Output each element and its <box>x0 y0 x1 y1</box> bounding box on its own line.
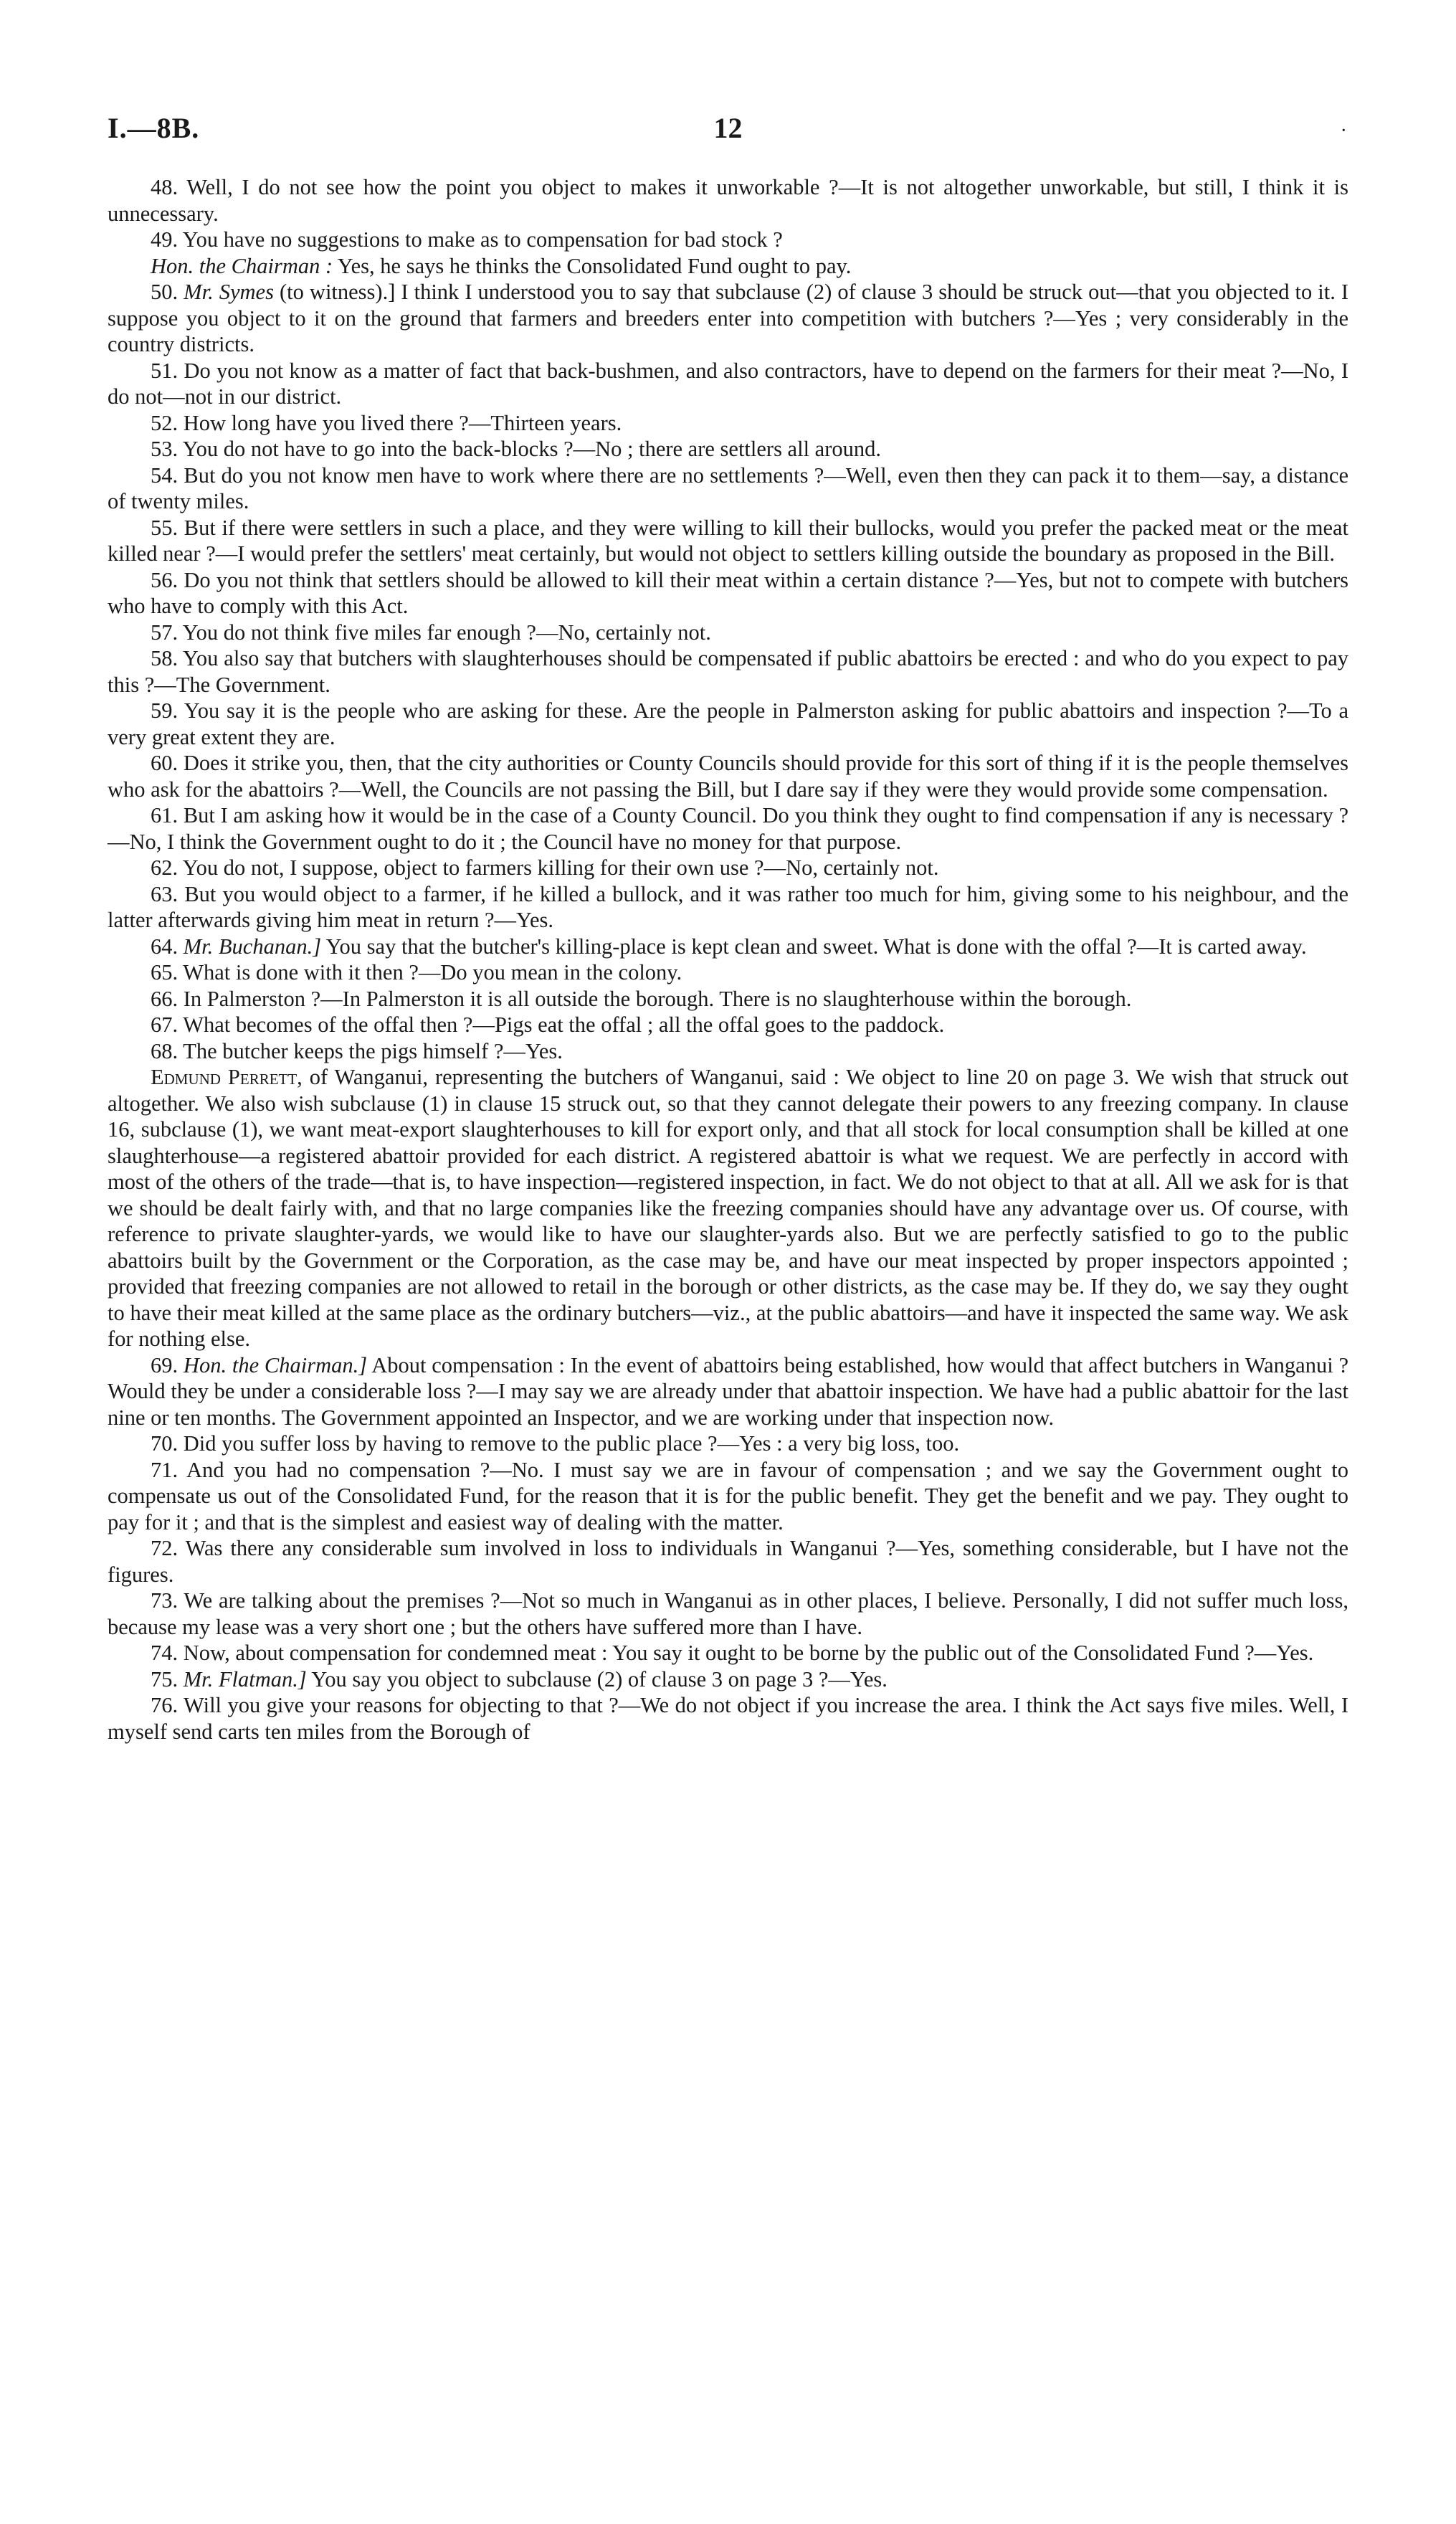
paragraph-text: What becomes of the offal then ?—Pigs eat the offal ; all the offal goes to the paddock. <box>183 1012 945 1037</box>
question-number: 55. <box>151 515 179 540</box>
paragraph <box>108 620 1348 646</box>
paragraph-text: How long have you lived there ?—Thirteen years. <box>183 410 622 435</box>
question-number: 67. <box>151 1012 179 1037</box>
question-number: 60. <box>151 751 179 775</box>
paragraph <box>108 1352 1348 1431</box>
question-number: 52. <box>151 410 179 435</box>
question-number: 76. <box>151 1693 179 1717</box>
question-number: 61. <box>151 803 179 827</box>
paragraph-text: Does it strike you, then, that the city authorities or County Councils should provide for this sort of thing if it is the people themselves who ask for the abattoirs ?—Well, the Councils are not passing the Bill, but I dare say if they were they would provide some compensation. <box>108 751 1348 802</box>
paragraph <box>108 174 1348 227</box>
paragraph-text: Did you suffer loss by having to remove to the public place ?—Yes : a very big loss, too. <box>183 1431 960 1456</box>
paragraph <box>108 1012 1348 1038</box>
question-number: 73. <box>151 1588 179 1613</box>
paragraph <box>108 645 1348 698</box>
document-reference: I.—8B. <box>108 112 200 144</box>
question-number: 53. <box>151 437 179 461</box>
question-number: 56. <box>151 567 179 592</box>
witness-name: Edmund Perrett, <box>151 1065 303 1089</box>
paragraph-text: You also say that butchers with slaughterhouses should be compensated if public abattoirs be erected : and who do you expect to pay this ?—The Government. <box>108 646 1348 697</box>
paragraph <box>108 462 1348 515</box>
question-number: 65. <box>151 960 179 985</box>
question-number: 51. <box>151 358 179 383</box>
paragraph <box>108 410 1348 437</box>
paragraph <box>108 227 1348 253</box>
paragraph <box>108 1064 1348 1352</box>
header-mark: · <box>1340 120 1347 142</box>
paragraph-text: But you would object to a farmer, if he killed a bullock, and it was rather too much for him, giving some to his neighbour, and the latter afterwards giving him meat in return ?—Yes. <box>108 881 1349 932</box>
speaker: Hon. the Chairman : <box>151 253 333 278</box>
paragraph-text: And you had no compensation ?—No. I must say we are in favour of compensation ; and we say the Government ought to compensate us out of the Consolidated Fund, for the reason that it is for the public benefit. They get the benefit and we pay. They ought to pay for it ; and that is the simplest and easiest way of dealing with the matter. <box>108 1457 1348 1534</box>
page-header <box>108 111 1348 161</box>
paragraph-text: You do not think five miles far enough ?—No, certainly not. <box>182 620 711 645</box>
paragraph-text: Was there any considerable sum involved in loss to individuals in Wanganui ?—Yes, something considerable, but I have not the figures. <box>108 1536 1348 1587</box>
paragraph <box>108 881 1348 934</box>
paragraph-text: About compensation : In the event of abattoirs being established, how would that affect butchers in Wanganui ? Would they be under a considerable loss ?—I may say we are already under that abattoir inspection. We have had a public abattoir for the last nine or ten months. The Government appointed an Inspector, and we are working under that inspection now. <box>108 1352 1348 1430</box>
paragraph-text: of Wanganui, representing the butchers of Wanganui, said : We object to line 20 on page 3. We wish that struck out altogether. We also wish subclause (1) in clause 15 struck out, so that they cannot delegate their powers to any freezing company. In clause 16, subclause (1), we want meat-export slaughterhouses to kill for export only, and that all stock for local consumption shall be killed at one slaughterhouse—a registered abattoir provided for each district. A registered abattoir is what we request. We are perfectly in accord with most of the others of the trade—that is, to have inspection—registered inspection, in fact. We do not object to that at all. All we ask for is that we should be dealt fairly with, and that no large companies like the freezing companies should have any advantage over us. Of course, with reference to private slaughter-yards, we would like to have our slaughter-yards also. But we are perfectly satisfied to go to the public abattoirs built by the Government or the Corporation, as the case may be, and have our meat inspected by proper inspectors appointed ; provided that freezing companies are not allowed to retail in the borough or other districts, as the case may be. If they do, we say they ought to have their meat killed at the same place as the ordinary butchers—viz., at the public abattoirs—and have it inspected the same way. We ask for nothing else. <box>108 1065 1348 1351</box>
paragraph <box>108 750 1348 802</box>
paragraph <box>108 253 1348 280</box>
question-number: 71. <box>151 1457 179 1482</box>
question-number: 74. <box>151 1641 179 1665</box>
paragraph-text: You say it is the people who are asking for these. Are the people in Palmerston asking for public abattoirs and inspection ?—To a very great extent they are. <box>108 698 1348 749</box>
question-number: 62. <box>151 855 179 880</box>
question-number: 70. <box>151 1431 179 1456</box>
question-number: 69. <box>151 1352 179 1377</box>
question-number: 57. <box>151 620 179 645</box>
paragraph <box>108 698 1348 750</box>
paragraph-text: Will you give your reasons for objecting to that ?—We do not object if you increase the area. I think the Act says five miles. Well, I myself send carts ten miles from the Borough of <box>108 1693 1348 1744</box>
paragraph <box>108 358 1348 410</box>
paragraph-text: Now, about compensation for condemned meat : You say it ought to be borne by the public out of the Consolidated Fund ?—Yes. <box>183 1641 1314 1665</box>
paragraph <box>108 1666 1348 1693</box>
speaker: Mr. Flatman.] <box>183 1666 307 1692</box>
paragraph <box>108 1692 1348 1745</box>
paragraph <box>108 1431 1348 1457</box>
question-number: 72. <box>151 1536 179 1560</box>
question-number: 49. <box>151 227 179 252</box>
body-text <box>108 174 1348 1745</box>
paragraph <box>108 515 1348 567</box>
paragraph-text: We are talking about the premises ?—Not so much in Wanganui as in other places, I believe. Personally, I did not suffer much loss, because my lease was a very short one ; but the others have suffered more than I have. <box>108 1588 1348 1639</box>
question-number: 54. <box>151 462 179 488</box>
paragraph <box>108 1640 1348 1666</box>
question-number: 75. <box>151 1666 179 1692</box>
speaker: Hon. the Chairman.] <box>183 1352 368 1377</box>
question-number: 50. <box>151 280 179 304</box>
speaker: Mr. Buchanan.] <box>183 934 322 959</box>
question-number: 64. <box>151 934 179 959</box>
paragraph <box>108 855 1348 881</box>
paragraph-text: But if there were settlers in such a place, and they were willing to kill their bullocks, would you prefer the packed meat or the meat killed near ?—I would prefer the settlers' meat certainly, but would not object to settlers killing outside the boundary as proposed in the Bill. <box>108 515 1349 566</box>
paragraph <box>108 1038 1348 1065</box>
page-number: 12 <box>713 112 743 144</box>
question-number: 63. <box>151 881 179 906</box>
paragraph-text: Do you not think that settlers should be allowed to kill their meat within a certain distance ?—Yes, but not to compete with butchers who have to comply with this Act. <box>108 567 1348 618</box>
paragraph-text: You say that the butcher's killing-place is kept clean and sweet. What is done with the offal ?—It is carted away. <box>325 934 1307 959</box>
question-number: 59. <box>151 698 179 723</box>
paragraph <box>108 1588 1348 1640</box>
question-number: 48. <box>151 175 179 199</box>
paragraph-text: But I am asking how it would be in the case of a County Council. Do you think they ought to find compensation if any is necessary ?—No, I think the Government ought to do it ; the Council have no money for that purpose. <box>108 803 1349 854</box>
paragraph <box>108 986 1348 1012</box>
question-number: 58. <box>151 646 179 670</box>
paragraph-text: The butcher keeps the pigs himself ?—Yes. <box>183 1038 563 1063</box>
paragraph <box>108 279 1348 358</box>
paragraph <box>108 1535 1348 1588</box>
question-number: 66. <box>151 986 179 1011</box>
paragraph <box>108 802 1348 855</box>
paragraph-text: You have no suggestions to make as to compensation for bad stock ? <box>182 227 783 252</box>
paragraph <box>108 959 1348 986</box>
paragraph-text: Well, I do not see how the point you object to makes it unworkable ?—It is not altogether unworkable, but still, I think it is unnecessary. <box>108 175 1349 226</box>
speaker: Mr. Symes <box>184 280 274 304</box>
paragraph-text: (to witness).] I think I understood you to say that subclause (2) of clause 3 should be struck out—that you objected to it. I suppose you object to it on the ground that farmers and breeders enter into competition with butchers ?—Yes ; very considerably in the country districts. <box>108 280 1349 356</box>
paragraph <box>108 934 1348 960</box>
paragraph-text: But do you not know men have to work where there are no settlements ?—Well, even then they can pack it to them—say, a distance of twenty miles. <box>108 462 1349 513</box>
paragraph-text: In Palmerston ?—In Palmerston it is all outside the borough. There is no slaughterhouse within the borough. <box>183 986 1132 1011</box>
question-number: 68. <box>151 1038 179 1063</box>
paragraph <box>108 567 1348 620</box>
paragraph-text: What is done with it then ?—Do you mean in the colony. <box>183 960 682 985</box>
paragraph-text: You do not have to go into the back-blocks ?—No ; there are settlers all around. <box>182 437 881 461</box>
paragraph-text: You do not, I suppose, object to farmers killing for their own use ?—No, certainly not. <box>182 855 939 880</box>
paragraph <box>108 1457 1348 1536</box>
paragraph-text: You say you object to subclause (2) of clause 3 on page 3 ?—Yes. <box>311 1666 888 1692</box>
paragraph-text: Do you not know as a matter of fact that back-bushmen, and also contractors, have to depend on the farmers for their meat ?—No, I do not—not in our district. <box>108 358 1349 409</box>
paragraph <box>108 436 1348 462</box>
paragraph-text: Yes, he says he thinks the Consolidated Fund ought to pay. <box>337 253 852 278</box>
